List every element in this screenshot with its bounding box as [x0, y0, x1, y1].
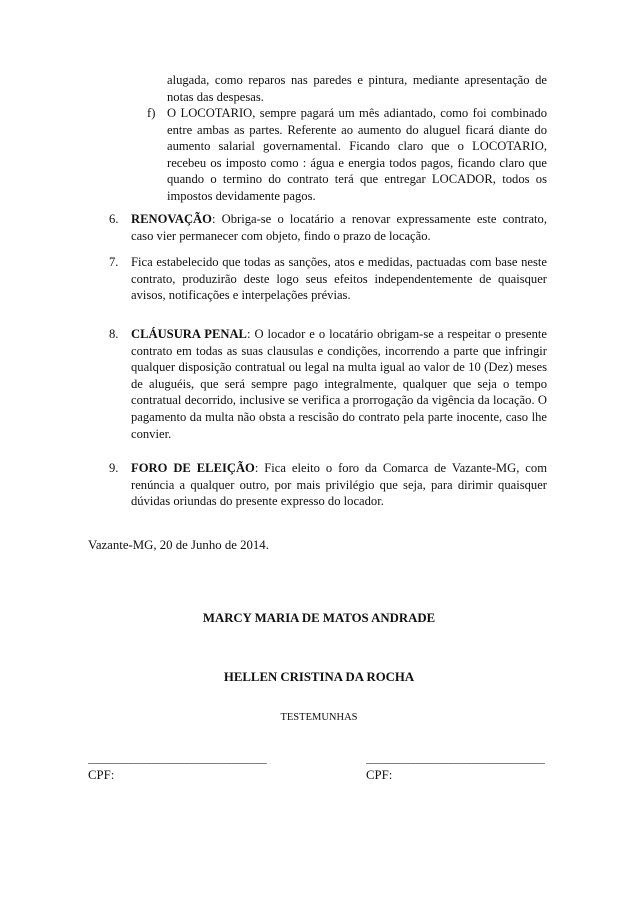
clause-9-text: : Fica eleito o foro da Comarca de Vazante-MG, com renúncia a qualquer outro, por mais privilégio que seja, para dirimir quaisquer dúvidas oriundas do presente expresso do locador. [131, 461, 547, 509]
witness-right-cpf: CPF: [366, 768, 393, 782]
clause-6-text: : Obriga-se o locatário a renovar expressamente este contrato, caso vier permanecer com objeto, findo o prazo de locação. [131, 212, 547, 243]
clause-8-text: : O locador e o locatário obrigam-se a respeitar o presente contrato em todas as suas clausulas e condições, incorrendo a parte que infringir qualquer disposição contratual ou legal na multa igual ao valor de 10 (Dez) meses de aluguéis, que será sempre pago integralmente, qualquer que seja o tempo contratual decorrido, inclusive se verifica a prorrogação da vigência da locação. O pagamento da multa não obsta a rescisão do contrato pela parte inocente, caso lhe convier. [131, 327, 547, 441]
clause-7 [109, 254, 547, 304]
signatory-2-name: HELLEN CRISTINA DA ROCHA [223, 670, 415, 684]
witness-left-line: ______________________________________ [88, 754, 267, 765]
clause-f-body [167, 105, 547, 205]
clause-f-text: O LOCOTARIO, sempre pagará um mês adiantado, como foi combinado entre ambas as partes. Referente ao aumento do aluguel ficará diante do aumento salarial governamental. Ficando claro que o LOCOTARIO, recebeu os imposto como : água e energia todos pagos, ficando claro que quando o termino do contrato terá que entregar LOCADOR, todos os impostos devidamente pagos. [167, 106, 547, 203]
clause-7-body [131, 254, 547, 304]
clause-6-number: 6. [109, 212, 119, 226]
witness-right-line: ______________________________________ [366, 754, 545, 765]
clause-8-number: 8. [109, 327, 119, 341]
witness-left-cpf: CPF: [88, 768, 115, 782]
signatory-1-name: MARCY MARIA DE MATOS ANDRADE [202, 611, 436, 625]
clause-f [147, 105, 547, 205]
clause-9-body [131, 460, 547, 510]
clause-e-continuation [167, 72, 547, 105]
clause-6-body [131, 211, 547, 244]
clause-f-marker: f) [147, 106, 156, 120]
clause-6-title: RENOVAÇÃO [131, 212, 212, 226]
clause-7-text: Fica estabelecido que todas as sanções, atos e medidas, pactuadas com base neste contrato, produzirão deste logo seus efeitos independentemente de quaisquer avisos, notificações e interpelações prévias. [131, 255, 547, 303]
clause-9 [109, 460, 547, 510]
witnesses-label: TESTEMUNHAS [280, 712, 358, 723]
clause-8-body [131, 326, 547, 442]
clause-6 [109, 211, 547, 244]
clause-9-title: FORO DE ELEIÇÃO [131, 461, 255, 475]
clause-7-number: 7. [109, 255, 119, 269]
clause-8 [109, 326, 547, 442]
clause-e-text: alugada, como reparos nas paredes e pintura, mediante apresentação de notas das despesas. [167, 73, 547, 104]
clause-8-title: CLÁUSURA PENAL [131, 327, 247, 341]
date-line: Vazante-MG, 20 de Junho de 2014. [88, 538, 269, 552]
clause-9-number: 9. [109, 461, 119, 475]
